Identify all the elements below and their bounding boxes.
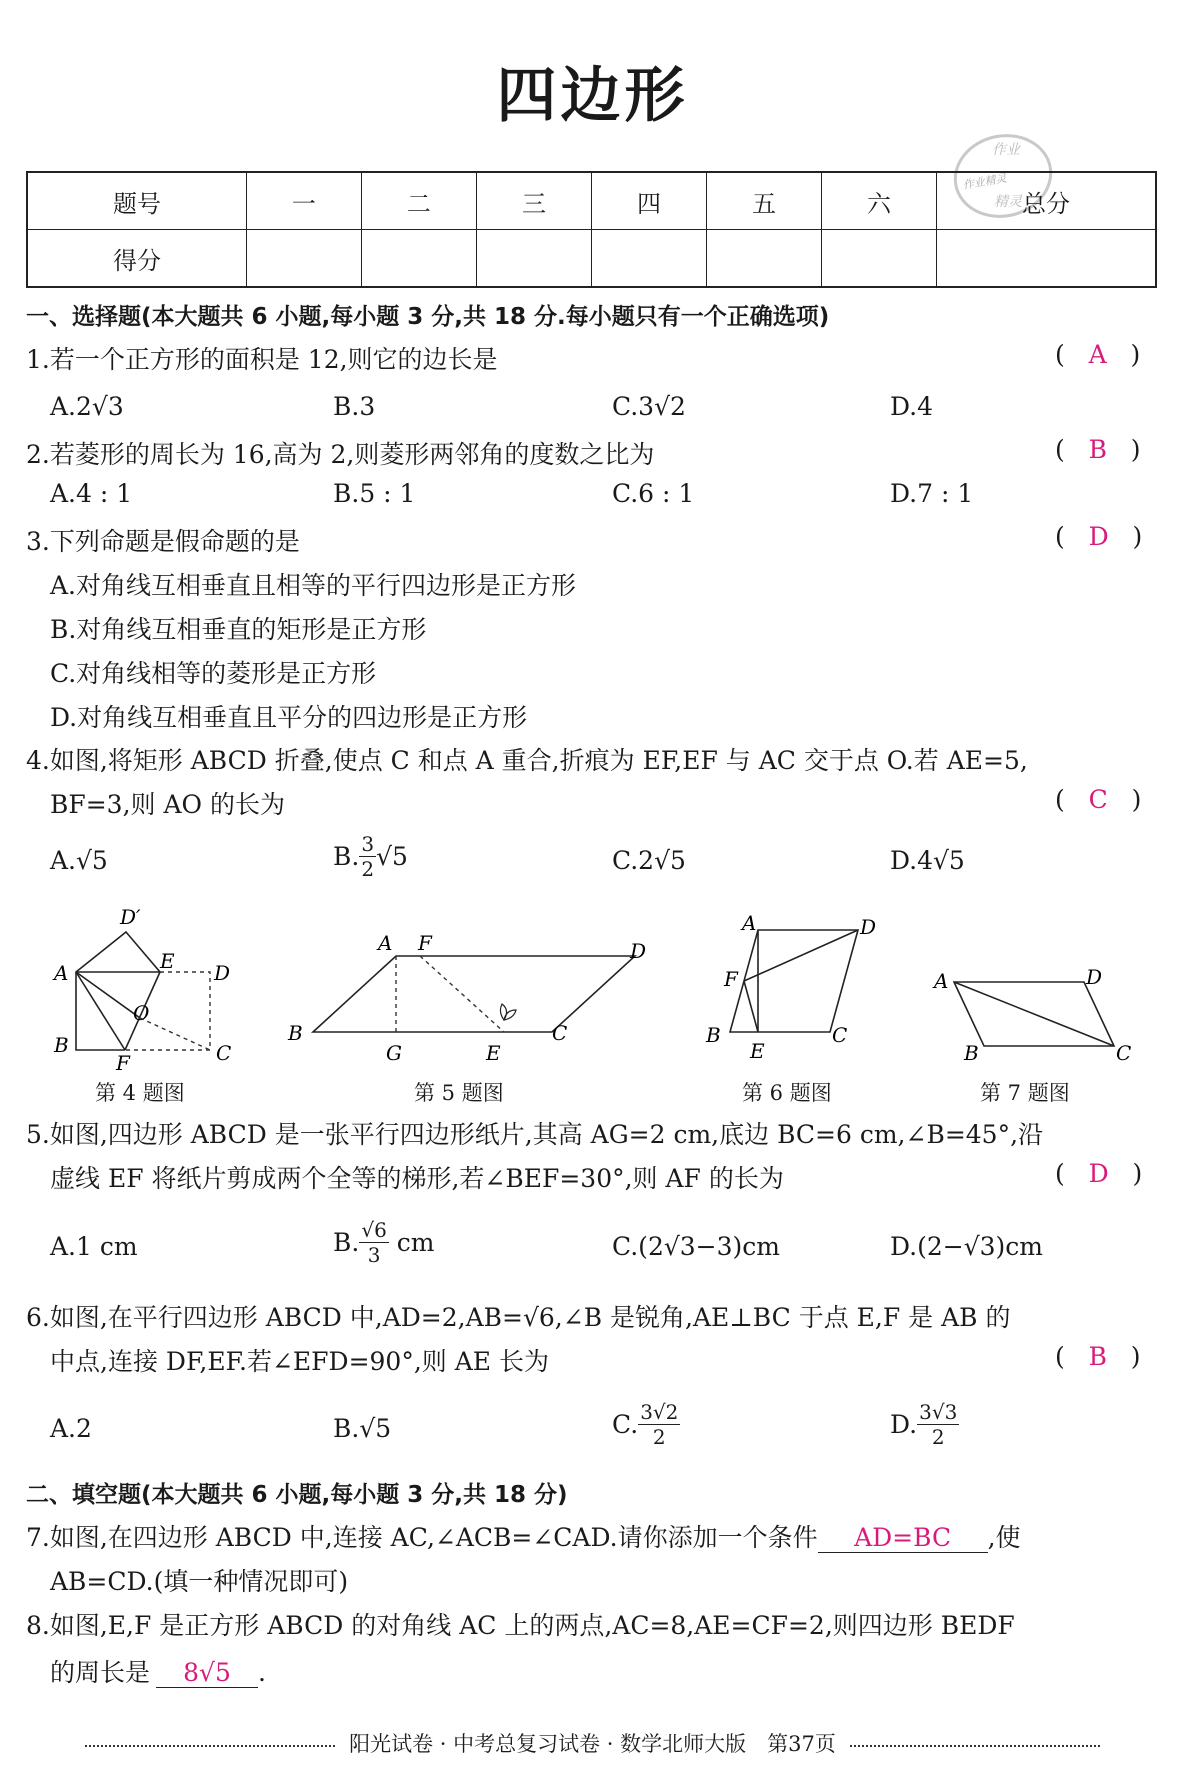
question-8-answer-blank[interactable]: 8√5: [156, 1658, 258, 1688]
fig5-label-e: E: [486, 1041, 501, 1065]
question-4-option-a: A.√5: [50, 846, 108, 875]
question-6-option-b: B.√5: [333, 1414, 392, 1443]
score-cell: 四: [591, 172, 706, 230]
fig4-label-b: B: [54, 1033, 69, 1057]
figure-5: [278, 920, 658, 1070]
section-heading-choice: 一、选择题(本大题共 6 小题,每小题 3 分,共 18 分.每小题只有一个正确选项): [26, 304, 830, 330]
question-2-answer-box: ( B ): [1055, 435, 1141, 464]
fig4-label-c: C: [216, 1041, 232, 1065]
score-input-cell[interactable]: [591, 230, 706, 288]
score-table-header-row: [27, 172, 1156, 230]
fig4-label-d: D: [214, 961, 231, 985]
question-2-answer: B: [1088, 435, 1107, 464]
score-input-cell[interactable]: [246, 230, 361, 288]
question-6-answer-box: ( B ): [1055, 1342, 1141, 1371]
fig6-label-b: B: [706, 1023, 721, 1047]
question-5-option-c: C.(2√3−3)cm: [612, 1232, 780, 1261]
question-2-option-a: A.4 : 1: [50, 479, 133, 508]
question-6-option-a: A.2: [50, 1414, 92, 1443]
fig6-label-c: C: [832, 1023, 848, 1047]
score-cell: 题号: [27, 172, 246, 230]
question-3-option-a: A.对角线互相垂直且相等的平行四边形是正方形: [50, 571, 577, 600]
section-heading-fill: 二、填空题(本大题共 6 小题,每小题 3 分,共 18 分): [26, 1482, 568, 1508]
question-7-line1: [26, 1518, 1021, 1554]
question-6-answer: B: [1088, 1342, 1107, 1371]
scissors-icon: [500, 1004, 516, 1020]
fig4-label-dprime: D′: [120, 905, 141, 929]
question-2-option-b: B.5 : 1: [333, 479, 416, 508]
fig5-label-g: G: [386, 1041, 402, 1065]
question-1-text: 1.若一个正方形的面积是 12,则它的边长是: [26, 345, 498, 374]
stamp-text-3: 精灵: [994, 194, 1022, 210]
question-2-option-c: C.6 : 1: [612, 479, 695, 508]
question-5-answer: D: [1088, 1159, 1109, 1188]
question-8-text: 的周长是: [50, 1658, 151, 1687]
page-footer: [0, 1728, 1185, 1758]
fig5-label-d: D: [630, 939, 647, 963]
fig5-label-f: F: [418, 931, 432, 955]
stamp-text-1: 作业: [992, 142, 1020, 158]
footer-rule-left: [85, 1745, 335, 1747]
question-2-option-d: D.7 : 1: [890, 479, 974, 508]
score-input-cell[interactable]: [361, 230, 476, 288]
question-4-option-d: D.4√5: [890, 846, 965, 875]
question-1-option-c: C.3√2: [612, 392, 686, 421]
figure-7: [930, 960, 1150, 1070]
question-2-text: 2.若菱形的周长为 16,高为 2,则菱形两邻角的度数之比为: [26, 440, 655, 469]
score-cell: 一: [246, 172, 361, 230]
question-8-text-line1: 8.如图,E,F 是正方形 ABCD 的对角线 AC 上的两点,AC=8,AE=CF=2,则四边形 BEDF: [26, 1611, 1015, 1640]
fig6-label-a: A: [742, 911, 757, 935]
question-4-option-b: B. $\frac{3}{2}$ √5: [333, 832, 408, 881]
score-cell: 三: [476, 172, 591, 230]
question-1-answer-box: ( A ): [1055, 340, 1141, 369]
score-input-cell[interactable]: [937, 230, 1157, 288]
score-cell: 六: [821, 172, 936, 230]
footer-text: 阳光试卷 · 中考总复习试卷 · 数学北师大版 第37页: [349, 1732, 836, 1756]
question-3-answer: D: [1088, 522, 1109, 551]
fig5-label-b: B: [288, 1021, 303, 1045]
question-6-option-d: D. $\frac{3√3}{2}$: [890, 1400, 958, 1449]
score-input-cell[interactable]: [821, 230, 936, 288]
question-7-text-post: ,使: [987, 1523, 1021, 1552]
question-7-answer-blank[interactable]: AD=BC: [818, 1523, 988, 1553]
fig4-label-f: F: [116, 1051, 130, 1070]
figure-4: [40, 900, 240, 1070]
question-3-text: 3.下列命题是假命题的是: [26, 527, 300, 556]
fig4-label-a: A: [54, 961, 69, 985]
question-1-option-b: B.3: [333, 392, 376, 421]
question-5-text-line1: 5.如图,四边形 ABCD 是一张平行四边形纸片,其高 AG=2 cm,底边 BC=6 cm,∠B=45°,沿: [26, 1120, 1044, 1149]
score-table-score-row: [27, 230, 1156, 288]
stamp-text-2: 作业精灵: [961, 171, 1008, 192]
fig4-label-e: E: [160, 949, 175, 973]
fig4-label-o: O: [133, 1001, 150, 1025]
footer-rule-right: [850, 1745, 1100, 1747]
figure-6: [690, 910, 900, 1070]
question-1-answer: A: [1088, 340, 1107, 369]
score-row-label: 得分: [27, 230, 246, 288]
question-5-answer-box: ( D ): [1055, 1159, 1143, 1188]
score-cell: 二: [361, 172, 476, 230]
score-cell: 五: [706, 172, 821, 230]
fig7-label-c: C: [1116, 1041, 1132, 1065]
question-4-answer-box: ( C ): [1055, 785, 1142, 814]
question-5-option-b: B. $\frac{√6}{3}$ cm: [333, 1218, 435, 1267]
question-3-option-d: D.对角线互相垂直且平分的四边形是正方形: [50, 703, 528, 732]
figure-5-caption: 第 5 题图: [414, 1081, 504, 1105]
figure-7-caption: 第 7 题图: [980, 1081, 1070, 1105]
page-title: 四边形: [496, 61, 689, 131]
question-5-text-line2: 虚线 EF 将纸片剪成两个全等的梯形,若∠BEF=30°,则 AF 的长为: [50, 1164, 784, 1193]
question-1-option-d: D.4: [890, 392, 934, 421]
question-1-option-a: A.2√3: [50, 392, 124, 421]
question-6-option-c: C. $\frac{3√2}{2}$: [612, 1400, 679, 1449]
question-4-text-line2: BF=3,则 AO 的长为: [50, 790, 285, 819]
question-3-answer-box: ( D ): [1055, 522, 1143, 551]
score-table: [26, 171, 1157, 288]
fig6-label-f: F: [724, 967, 738, 991]
question-6-text-line1: 6.如图,在平行四边形 ABCD 中,AD=2,AB=√6,∠B 是锐角,AE⊥BC 于点 E,F 是 AB 的: [26, 1303, 1011, 1332]
fig5-label-c: C: [552, 1021, 568, 1045]
figure-6-caption: 第 6 题图: [742, 1081, 832, 1105]
question-8-line2: 的周长是 8√5 .: [50, 1658, 266, 1687]
figure-4-caption: 第 4 题图: [95, 1081, 185, 1105]
fig6-label-d: D: [860, 915, 877, 939]
score-input-cell[interactable]: [476, 230, 591, 288]
fig5-label-a: A: [378, 931, 393, 955]
question-6-text-line2: 中点,连接 DF,EF.若∠EFD=90°,则 AE 长为: [50, 1347, 549, 1376]
question-7-text: 7.如图,在四边形 ABCD 中,连接 AC,∠ACB=∠CAD.请你添加一个条件: [26, 1523, 818, 1552]
question-3-option-b: B.对角线互相垂直的矩形是正方形: [50, 615, 427, 644]
score-input-cell[interactable]: [706, 230, 821, 288]
fig7-label-a: A: [934, 969, 949, 993]
question-4-text-line1: 4.如图,将矩形 ABCD 折叠,使点 C 和点 A 重合,折痕为 EF,EF 与 AC 交于点 O.若 AE=5,: [26, 746, 1028, 775]
fig7-label-b: B: [964, 1041, 979, 1065]
fig6-label-e: E: [750, 1039, 765, 1063]
question-5-option-a: A.1 cm: [50, 1232, 138, 1261]
question-7-text-line2: AB=CD.(填一种情况即可): [50, 1567, 349, 1596]
question-3-option-c: C.对角线相等的菱形是正方形: [50, 659, 377, 688]
question-4-answer: C: [1088, 785, 1108, 814]
question-5-option-d: D.(2−√3)cm: [890, 1232, 1044, 1261]
fig7-label-d: D: [1086, 965, 1103, 989]
question-4-option-c: C.2√5: [612, 846, 686, 875]
score-cell: 总分: [937, 172, 1157, 230]
